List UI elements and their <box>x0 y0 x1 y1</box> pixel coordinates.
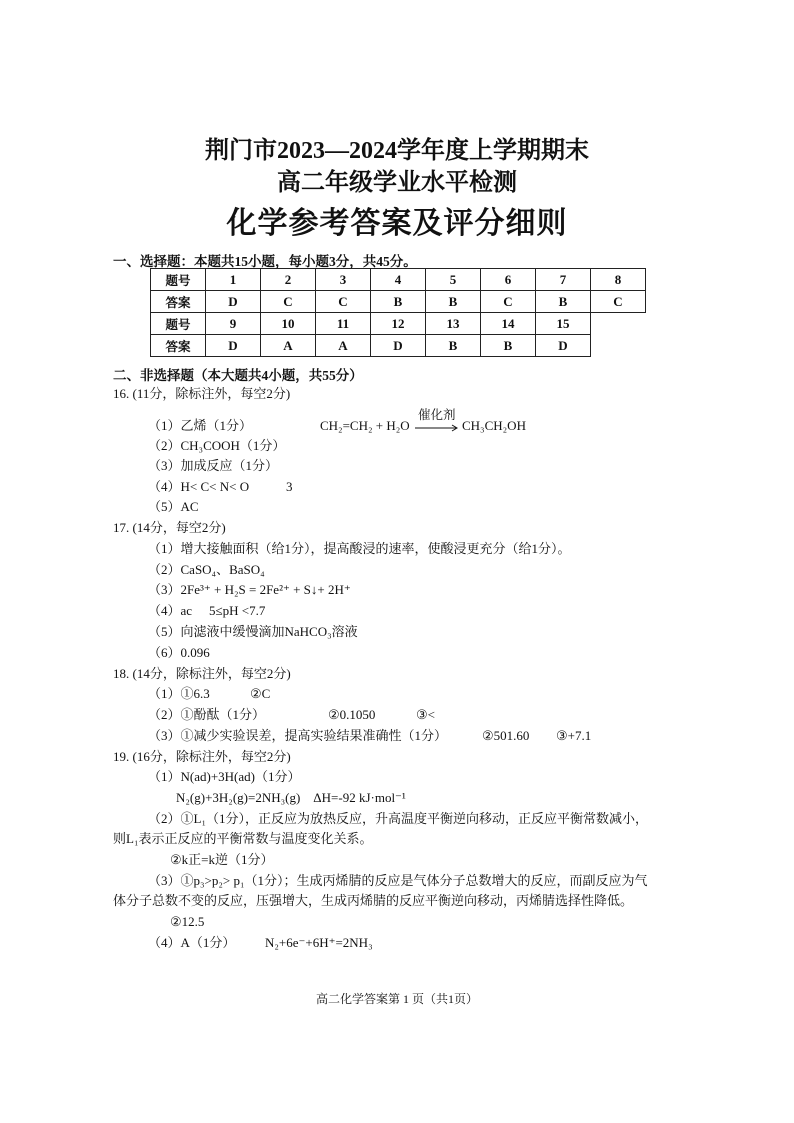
question-number: 13 <box>426 313 481 335</box>
question-number: 5 <box>426 269 481 291</box>
q17-answer-2: （2）CaSO₄、BaSO₄ <box>148 562 265 577</box>
answer-cell: B <box>371 291 426 313</box>
page-footer: 高二化学答案第 1 页（共1页） <box>315 992 478 1006</box>
header-line-1: 荆门市2023—2024学年度上学期期末 <box>205 138 589 164</box>
q18-answer-1: （1）①6.3 <box>148 686 210 701</box>
empty-cell <box>591 335 646 357</box>
q17-head: 17. (14分，每空2分) <box>113 520 226 535</box>
answer-cell: D <box>206 335 261 357</box>
catalyst-label: 催化剂 <box>418 407 456 422</box>
header-line-2: 高二年级学业水平检测 <box>277 170 517 196</box>
section-1-title: 一、选择题：本题共15小题，每小题3分，共45分。 <box>113 254 417 269</box>
question-number: 6 <box>481 269 536 291</box>
reaction-arrow-icon <box>415 423 459 433</box>
q17-answer-1: （1）增大接触面积（给1分），提高酸浸的速率，使酸浸更充分（给1分）。 <box>148 541 571 556</box>
q16-answer-5: （5）AC <box>148 499 199 514</box>
row-label-answer: 答案 <box>151 291 206 313</box>
answer-cell: B <box>536 291 591 313</box>
question-number: 15 <box>536 313 591 335</box>
empty-cell <box>591 313 646 335</box>
answer-cell: A <box>261 335 316 357</box>
q19-answer-3-cont: 体分子总数不变的反应，压强增大，生成丙烯腈的反应平衡逆向移动，丙烯腈选择性降低。 <box>113 893 634 908</box>
question-number: 10 <box>261 313 316 335</box>
q16-answer-4b: 3 <box>286 479 293 494</box>
q18-answer-1b: ②C <box>250 686 271 701</box>
question-number: 9 <box>206 313 261 335</box>
q16-answer-4: （4）H< C< N< O <box>148 479 250 494</box>
question-number: 7 <box>536 269 591 291</box>
q17-answer-4b: 5≤pH <7.7 <box>209 603 266 618</box>
question-number: 11 <box>316 313 371 335</box>
table-row-questions-2 <box>151 313 646 335</box>
q16-answer-2: （2）CH₃COOH（1分） <box>148 438 286 453</box>
question-number: 8 <box>591 269 646 291</box>
document-title: 化学参考答案及评分细则 <box>226 206 568 241</box>
q17-answer-6: （6）0.096 <box>148 645 210 660</box>
table-row-answers-2 <box>151 335 646 357</box>
question-number: 1 <box>206 269 261 291</box>
answer-cell: A <box>316 335 371 357</box>
section-2-title: 二、非选择题（本大题共4小题，共55分） <box>113 368 363 383</box>
answer-cell: C <box>316 291 371 313</box>
answer-cell: D <box>536 335 591 357</box>
answer-table <box>150 268 646 357</box>
q16-equation-right: CH₃CH₂OH <box>462 418 526 433</box>
q16-answer-1: （1）乙烯（1分） <box>148 418 253 433</box>
q19-answer-3: （3）①p₃>p₂> p₁（1分）；生成丙烯腈的反应是气体分子总数增大的反应，而副反应为气 <box>148 873 648 888</box>
question-number: 3 <box>316 269 371 291</box>
q16-answer-3: （3）加成反应（1分） <box>148 458 279 473</box>
q16-equation-left: CH₂=CH₂ + H₂O <box>320 418 410 433</box>
question-number: 14 <box>481 313 536 335</box>
q19-answer-1: （1）N(ad)+3H(ad)（1分） <box>148 769 301 784</box>
row-label-answer: 答案 <box>151 335 206 357</box>
q17-answer-3: （3）2Fe³⁺ + H₂S = 2Fe²⁺ + S↓+ 2H⁺ <box>148 582 351 597</box>
q17-answer-4: （4）ac <box>148 603 193 618</box>
q18-head: 18. (14分，除标注外，每空2分) <box>113 666 291 681</box>
q18-answer-3b: ②501.60 <box>482 728 530 743</box>
answer-cell: B <box>481 335 536 357</box>
answer-cell: B <box>426 335 481 357</box>
q19-answer-2: （2）①L₁（1分），正反应为放热反应，升高温度平衡逆向移动，正反应平衡常数减小， <box>148 811 648 826</box>
q19-answer-3b: ②12.5 <box>170 914 205 929</box>
answer-cell: B <box>426 291 481 313</box>
answer-cell: C <box>261 291 316 313</box>
q19-answer-4b: N₂+6e⁻+6H⁺=2NH₃ <box>265 935 373 950</box>
q18-answer-3: （3）①减少实验误差，提高实验结果准确性（1分） <box>148 728 448 743</box>
q19-answer-2-cont: 则L₁表示正反应的平衡常数与温度变化关系。 <box>113 831 373 846</box>
q16-head: 16. (11分，除标注外，每空2分) <box>113 386 291 401</box>
q19-answer-4: （4）A（1分） <box>148 935 236 950</box>
q19-answer-1b: N₂(g)+3H₂(g)=2NH₃(g) ΔH=-92 kJ·mol⁻¹ <box>176 790 406 805</box>
table-row-answers-1 <box>151 291 646 313</box>
question-number: 4 <box>371 269 426 291</box>
answer-cell: C <box>481 291 536 313</box>
answer-cell: D <box>206 291 261 313</box>
q18-answer-2c: ③< <box>416 707 435 722</box>
q18-answer-2: （2）①酚酞（1分） <box>148 707 266 722</box>
row-label-question: 题号 <box>151 313 206 335</box>
q17-answer-5: （5）向滤液中缓慢滴加NaHCO₃溶液 <box>148 624 358 639</box>
q19-head: 19. (16分，除标注外，每空2分) <box>113 749 291 764</box>
answer-cell: D <box>371 335 426 357</box>
q18-answer-2b: ②0.1050 <box>328 707 376 722</box>
q18-answer-3c: ③+7.1 <box>556 728 592 743</box>
question-number: 12 <box>371 313 426 335</box>
row-label-question: 题号 <box>151 269 206 291</box>
table-row-questions-1 <box>151 269 646 291</box>
question-number: 2 <box>261 269 316 291</box>
answer-cell: C <box>591 291 646 313</box>
q19-answer-2b: ②k正=k逆（1分） <box>170 852 274 867</box>
